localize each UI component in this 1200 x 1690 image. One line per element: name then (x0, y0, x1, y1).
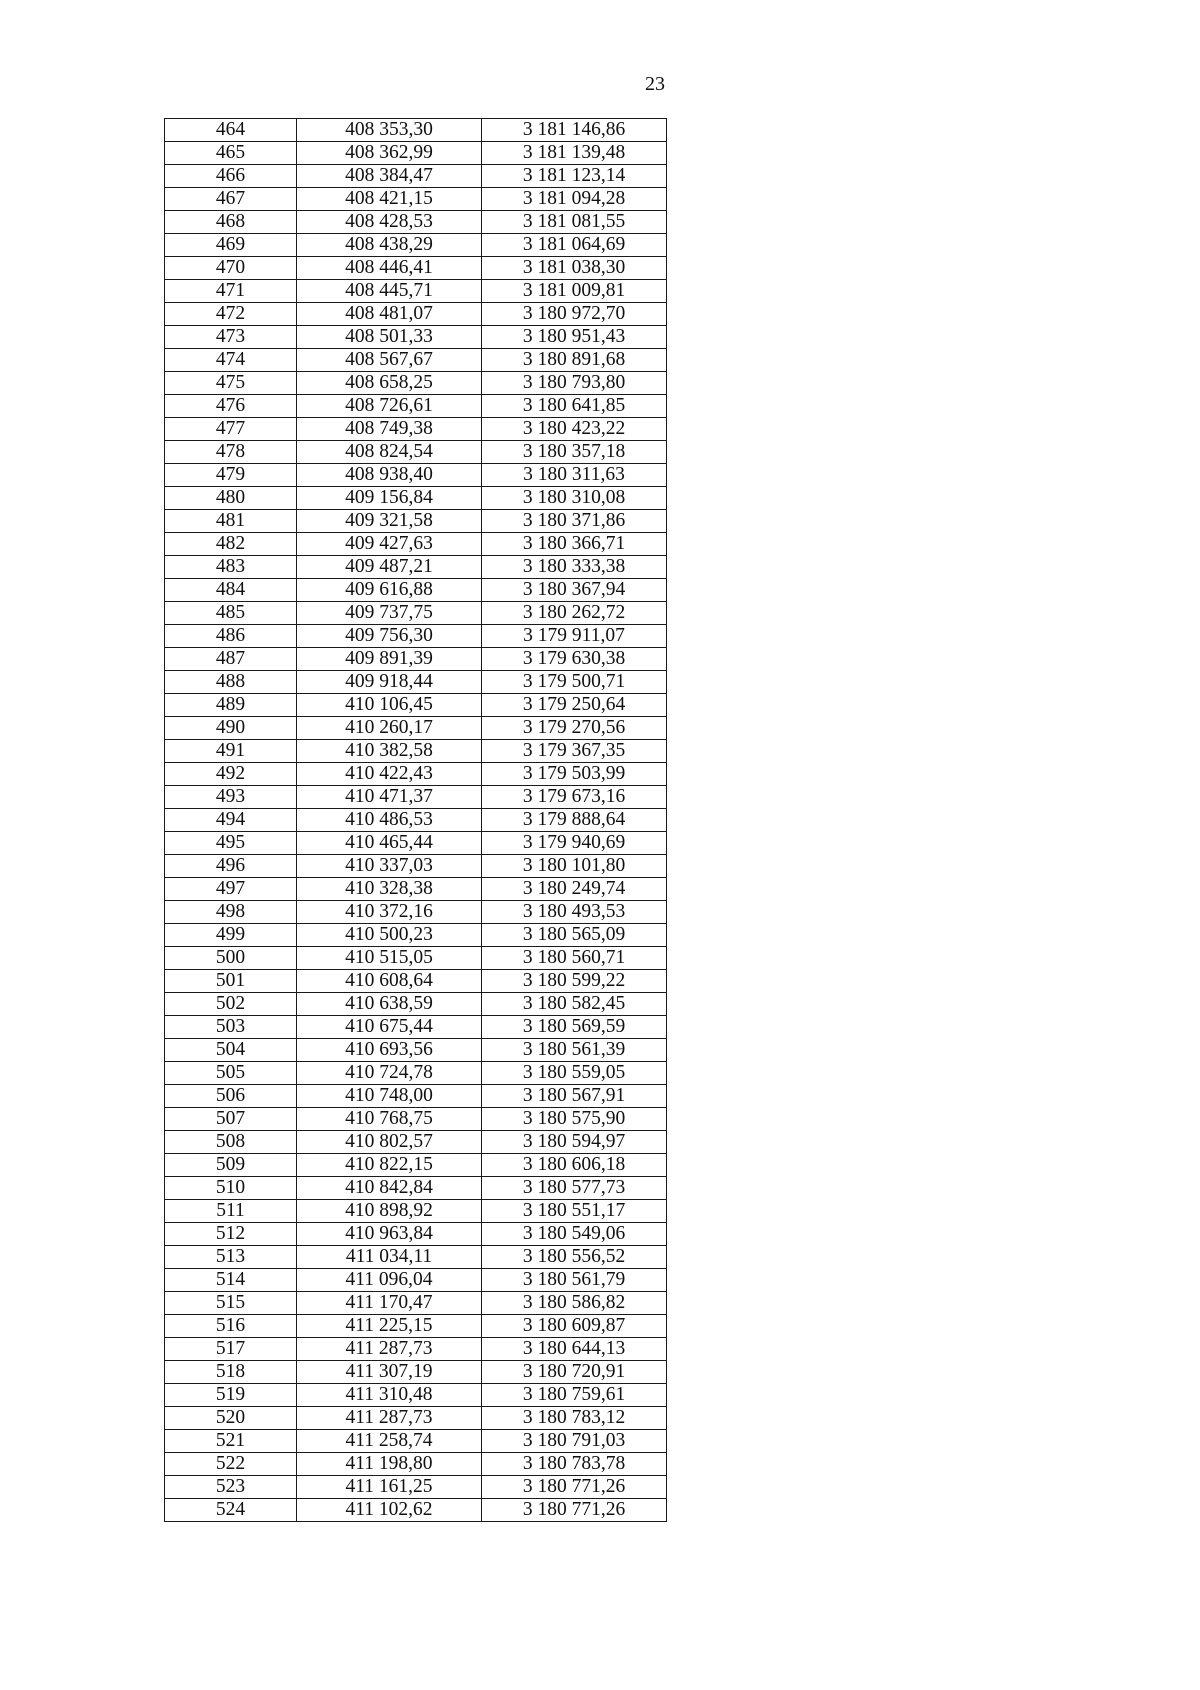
x-coordinate-cell: 411 310,48 (297, 1384, 482, 1407)
point-number-cell: 503 (165, 1016, 297, 1039)
x-coordinate-cell: 410 328,38 (297, 878, 482, 901)
table-row (165, 1269, 667, 1292)
point-number-cell: 492 (165, 763, 297, 786)
y-coordinate-cell: 3 180 569,59 (482, 1016, 667, 1039)
point-number-cell: 495 (165, 832, 297, 855)
page-number: 23 (645, 73, 665, 95)
y-coordinate-cell: 3 180 771,26 (482, 1476, 667, 1499)
x-coordinate-cell: 409 756,30 (297, 625, 482, 648)
y-coordinate-cell: 3 180 101,80 (482, 855, 667, 878)
point-number-cell: 467 (165, 188, 297, 211)
point-number-cell: 511 (165, 1200, 297, 1223)
y-coordinate-cell: 3 180 791,03 (482, 1430, 667, 1453)
point-number-cell: 469 (165, 234, 297, 257)
point-number-cell: 480 (165, 487, 297, 510)
table-row (165, 257, 667, 280)
y-coordinate-cell: 3 180 641,85 (482, 395, 667, 418)
x-coordinate-cell: 409 918,44 (297, 671, 482, 694)
point-number-cell: 508 (165, 1131, 297, 1154)
x-coordinate-cell: 411 170,47 (297, 1292, 482, 1315)
x-coordinate-cell: 411 287,73 (297, 1338, 482, 1361)
y-coordinate-cell: 3 180 577,73 (482, 1177, 667, 1200)
x-coordinate-cell: 410 337,03 (297, 855, 482, 878)
x-coordinate-cell: 410 842,84 (297, 1177, 482, 1200)
point-number-cell: 522 (165, 1453, 297, 1476)
x-coordinate-cell: 408 824,54 (297, 441, 482, 464)
y-coordinate-cell: 3 180 371,86 (482, 510, 667, 533)
y-coordinate-cell: 3 180 951,43 (482, 326, 667, 349)
y-coordinate-cell: 3 179 500,71 (482, 671, 667, 694)
point-number-cell: 494 (165, 809, 297, 832)
table-row (165, 556, 667, 579)
point-number-cell: 516 (165, 1315, 297, 1338)
table-row (165, 1016, 667, 1039)
y-coordinate-cell: 3 180 357,18 (482, 441, 667, 464)
point-number-cell: 468 (165, 211, 297, 234)
x-coordinate-cell: 410 422,43 (297, 763, 482, 786)
y-coordinate-cell: 3 180 567,91 (482, 1085, 667, 1108)
x-coordinate-cell: 410 486,53 (297, 809, 482, 832)
x-coordinate-cell: 408 421,15 (297, 188, 482, 211)
point-number-cell: 491 (165, 740, 297, 763)
x-coordinate-cell: 408 362,99 (297, 142, 482, 165)
point-number-cell: 497 (165, 878, 297, 901)
point-number-cell: 513 (165, 1246, 297, 1269)
y-coordinate-cell: 3 179 911,07 (482, 625, 667, 648)
y-coordinate-cell: 3 179 270,56 (482, 717, 667, 740)
point-number-cell: 515 (165, 1292, 297, 1315)
x-coordinate-cell: 410 260,17 (297, 717, 482, 740)
x-coordinate-cell: 409 616,88 (297, 579, 482, 602)
point-number-cell: 499 (165, 924, 297, 947)
x-coordinate-cell: 411 258,74 (297, 1430, 482, 1453)
table-row (165, 487, 667, 510)
y-coordinate-cell: 3 180 311,63 (482, 464, 667, 487)
y-coordinate-cell: 3 179 367,35 (482, 740, 667, 763)
x-coordinate-cell: 411 307,19 (297, 1361, 482, 1384)
y-coordinate-cell: 3 180 333,38 (482, 556, 667, 579)
point-number-cell: 473 (165, 326, 297, 349)
x-coordinate-cell: 408 438,29 (297, 234, 482, 257)
y-coordinate-cell: 3 179 673,16 (482, 786, 667, 809)
table-row (165, 395, 667, 418)
table-row (165, 303, 667, 326)
point-number-cell: 477 (165, 418, 297, 441)
point-number-cell: 523 (165, 1476, 297, 1499)
table-row (165, 993, 667, 1016)
y-coordinate-cell: 3 180 366,71 (482, 533, 667, 556)
y-coordinate-cell: 3 180 559,05 (482, 1062, 667, 1085)
x-coordinate-cell: 410 748,00 (297, 1085, 482, 1108)
table-row (165, 625, 667, 648)
point-number-cell: 510 (165, 1177, 297, 1200)
x-coordinate-cell: 410 638,59 (297, 993, 482, 1016)
point-number-cell: 485 (165, 602, 297, 625)
point-number-cell: 518 (165, 1361, 297, 1384)
y-coordinate-cell: 3 180 644,13 (482, 1338, 667, 1361)
table-row (165, 1131, 667, 1154)
table-row (165, 671, 667, 694)
point-number-cell: 481 (165, 510, 297, 533)
point-number-cell: 478 (165, 441, 297, 464)
point-number-cell: 514 (165, 1269, 297, 1292)
y-coordinate-cell: 3 181 123,14 (482, 165, 667, 188)
table-row (165, 1430, 667, 1453)
point-number-cell: 500 (165, 947, 297, 970)
table-row (165, 1476, 667, 1499)
x-coordinate-cell: 410 898,92 (297, 1200, 482, 1223)
y-coordinate-cell: 3 180 891,68 (482, 349, 667, 372)
table-row (165, 510, 667, 533)
y-coordinate-cell: 3 180 586,82 (482, 1292, 667, 1315)
y-coordinate-cell: 3 181 064,69 (482, 234, 667, 257)
table-row (165, 1200, 667, 1223)
table-row (165, 924, 667, 947)
y-coordinate-cell: 3 180 262,72 (482, 602, 667, 625)
table-row (165, 280, 667, 303)
table-row (165, 1062, 667, 1085)
x-coordinate-cell: 410 802,57 (297, 1131, 482, 1154)
x-coordinate-cell: 410 724,78 (297, 1062, 482, 1085)
x-coordinate-cell: 410 822,15 (297, 1154, 482, 1177)
point-number-cell: 475 (165, 372, 297, 395)
x-coordinate-cell: 411 102,62 (297, 1499, 482, 1522)
y-coordinate-cell: 3 181 081,55 (482, 211, 667, 234)
point-number-cell: 464 (165, 119, 297, 142)
point-number-cell: 502 (165, 993, 297, 1016)
y-coordinate-cell: 3 180 582,45 (482, 993, 667, 1016)
table-row (165, 234, 667, 257)
table-row (165, 1338, 667, 1361)
y-coordinate-cell: 3 180 606,18 (482, 1154, 667, 1177)
x-coordinate-cell: 408 938,40 (297, 464, 482, 487)
x-coordinate-cell: 411 096,04 (297, 1269, 482, 1292)
point-number-cell: 490 (165, 717, 297, 740)
table-row (165, 165, 667, 188)
x-coordinate-cell: 408 353,30 (297, 119, 482, 142)
table-row (165, 464, 667, 487)
y-coordinate-cell: 3 180 609,87 (482, 1315, 667, 1338)
point-number-cell: 484 (165, 579, 297, 602)
point-number-cell: 489 (165, 694, 297, 717)
y-coordinate-cell: 3 181 038,30 (482, 257, 667, 280)
point-number-cell: 482 (165, 533, 297, 556)
table-row (165, 786, 667, 809)
x-coordinate-cell: 410 500,23 (297, 924, 482, 947)
y-coordinate-cell: 3 180 720,91 (482, 1361, 667, 1384)
table-row (165, 1108, 667, 1131)
y-coordinate-cell: 3 180 551,17 (482, 1200, 667, 1223)
x-coordinate-cell: 410 963,84 (297, 1223, 482, 1246)
table-row (165, 119, 667, 142)
y-coordinate-cell: 3 180 759,61 (482, 1384, 667, 1407)
y-coordinate-cell: 3 180 783,12 (482, 1407, 667, 1430)
x-coordinate-cell: 410 608,64 (297, 970, 482, 993)
table-row (165, 1085, 667, 1108)
table-row (165, 579, 667, 602)
point-number-cell: 465 (165, 142, 297, 165)
point-number-cell: 505 (165, 1062, 297, 1085)
point-number-cell: 521 (165, 1430, 297, 1453)
x-coordinate-cell: 409 487,21 (297, 556, 482, 579)
table-row (165, 648, 667, 671)
table-row (165, 970, 667, 993)
point-number-cell: 493 (165, 786, 297, 809)
point-number-cell: 472 (165, 303, 297, 326)
table-row (165, 832, 667, 855)
y-coordinate-cell: 3 181 146,86 (482, 119, 667, 142)
y-coordinate-cell: 3 179 888,64 (482, 809, 667, 832)
table-row (165, 855, 667, 878)
point-number-cell: 476 (165, 395, 297, 418)
point-number-cell: 498 (165, 901, 297, 924)
point-number-cell: 471 (165, 280, 297, 303)
y-coordinate-cell: 3 180 367,94 (482, 579, 667, 602)
x-coordinate-cell: 410 515,05 (297, 947, 482, 970)
y-coordinate-cell: 3 180 556,52 (482, 1246, 667, 1269)
table-row (165, 878, 667, 901)
table-row (165, 763, 667, 786)
x-coordinate-cell: 410 465,44 (297, 832, 482, 855)
table-row (165, 602, 667, 625)
table-row (165, 372, 667, 395)
table-row (165, 1246, 667, 1269)
table-row (165, 1453, 667, 1476)
table-row (165, 1292, 667, 1315)
point-number-cell: 504 (165, 1039, 297, 1062)
x-coordinate-cell: 408 384,47 (297, 165, 482, 188)
y-coordinate-cell: 3 179 250,64 (482, 694, 667, 717)
table-row (165, 326, 667, 349)
y-coordinate-cell: 3 180 493,53 (482, 901, 667, 924)
table-row (165, 1154, 667, 1177)
y-coordinate-cell: 3 179 940,69 (482, 832, 667, 855)
x-coordinate-cell: 410 768,75 (297, 1108, 482, 1131)
x-coordinate-cell: 410 471,37 (297, 786, 482, 809)
table-row (165, 1384, 667, 1407)
table-row (165, 1407, 667, 1430)
point-number-cell: 487 (165, 648, 297, 671)
y-coordinate-cell: 3 180 249,74 (482, 878, 667, 901)
x-coordinate-cell: 411 034,11 (297, 1246, 482, 1269)
x-coordinate-cell: 408 445,71 (297, 280, 482, 303)
table-row (165, 1177, 667, 1200)
x-coordinate-cell: 409 891,39 (297, 648, 482, 671)
y-coordinate-cell: 3 180 561,79 (482, 1269, 667, 1292)
table-row (165, 901, 667, 924)
x-coordinate-cell: 410 693,56 (297, 1039, 482, 1062)
table-row (165, 809, 667, 832)
table-row (165, 717, 667, 740)
point-number-cell: 496 (165, 855, 297, 878)
point-number-cell: 519 (165, 1384, 297, 1407)
point-number-cell: 466 (165, 165, 297, 188)
x-coordinate-cell: 411 225,15 (297, 1315, 482, 1338)
point-number-cell: 479 (165, 464, 297, 487)
y-coordinate-cell: 3 179 503,99 (482, 763, 667, 786)
x-coordinate-cell: 410 106,45 (297, 694, 482, 717)
table-row (165, 533, 667, 556)
y-coordinate-cell: 3 180 423,22 (482, 418, 667, 441)
x-coordinate-cell: 408 749,38 (297, 418, 482, 441)
table-row (165, 349, 667, 372)
point-number-cell: 517 (165, 1338, 297, 1361)
y-coordinate-cell: 3 181 009,81 (482, 280, 667, 303)
point-number-cell: 520 (165, 1407, 297, 1430)
x-coordinate-cell: 410 675,44 (297, 1016, 482, 1039)
y-coordinate-cell: 3 180 793,80 (482, 372, 667, 395)
x-coordinate-cell: 408 481,07 (297, 303, 482, 326)
point-number-cell: 507 (165, 1108, 297, 1131)
point-number-cell: 524 (165, 1499, 297, 1522)
point-number-cell: 470 (165, 257, 297, 280)
table-row (165, 441, 667, 464)
table-row (165, 1315, 667, 1338)
y-coordinate-cell: 3 180 575,90 (482, 1108, 667, 1131)
x-coordinate-cell: 408 567,67 (297, 349, 482, 372)
y-coordinate-cell: 3 180 561,39 (482, 1039, 667, 1062)
table-row (165, 1223, 667, 1246)
point-number-cell: 512 (165, 1223, 297, 1246)
y-coordinate-cell: 3 181 094,28 (482, 188, 667, 211)
coordinates-table-body (165, 119, 667, 1522)
y-coordinate-cell: 3 180 599,22 (482, 970, 667, 993)
table-row (165, 211, 667, 234)
y-coordinate-cell: 3 180 549,06 (482, 1223, 667, 1246)
point-number-cell: 488 (165, 671, 297, 694)
table-row (165, 694, 667, 717)
x-coordinate-cell: 411 287,73 (297, 1407, 482, 1430)
point-number-cell: 486 (165, 625, 297, 648)
table-row (165, 740, 667, 763)
x-coordinate-cell: 410 382,58 (297, 740, 482, 763)
y-coordinate-cell: 3 180 771,26 (482, 1499, 667, 1522)
y-coordinate-cell: 3 180 565,09 (482, 924, 667, 947)
point-number-cell: 509 (165, 1154, 297, 1177)
coordinates-table (164, 118, 667, 1522)
x-coordinate-cell: 409 156,84 (297, 487, 482, 510)
x-coordinate-cell: 408 446,41 (297, 257, 482, 280)
y-coordinate-cell: 3 181 139,48 (482, 142, 667, 165)
point-number-cell: 501 (165, 970, 297, 993)
y-coordinate-cell: 3 179 630,38 (482, 648, 667, 671)
point-number-cell: 483 (165, 556, 297, 579)
y-coordinate-cell: 3 180 560,71 (482, 947, 667, 970)
x-coordinate-cell: 408 726,61 (297, 395, 482, 418)
x-coordinate-cell: 410 372,16 (297, 901, 482, 924)
point-number-cell: 474 (165, 349, 297, 372)
y-coordinate-cell: 3 180 310,08 (482, 487, 667, 510)
x-coordinate-cell: 409 737,75 (297, 602, 482, 625)
table-row (165, 418, 667, 441)
table-row (165, 947, 667, 970)
x-coordinate-cell: 409 427,63 (297, 533, 482, 556)
y-coordinate-cell: 3 180 972,70 (482, 303, 667, 326)
table-row (165, 1361, 667, 1384)
table-row (165, 188, 667, 211)
y-coordinate-cell: 3 180 594,97 (482, 1131, 667, 1154)
y-coordinate-cell: 3 180 783,78 (482, 1453, 667, 1476)
x-coordinate-cell: 408 658,25 (297, 372, 482, 395)
x-coordinate-cell: 411 161,25 (297, 1476, 482, 1499)
table-row (165, 1039, 667, 1062)
point-number-cell: 506 (165, 1085, 297, 1108)
x-coordinate-cell: 408 501,33 (297, 326, 482, 349)
table-row (165, 142, 667, 165)
x-coordinate-cell: 408 428,53 (297, 211, 482, 234)
x-coordinate-cell: 411 198,80 (297, 1453, 482, 1476)
x-coordinate-cell: 409 321,58 (297, 510, 482, 533)
table-row (165, 1499, 667, 1522)
